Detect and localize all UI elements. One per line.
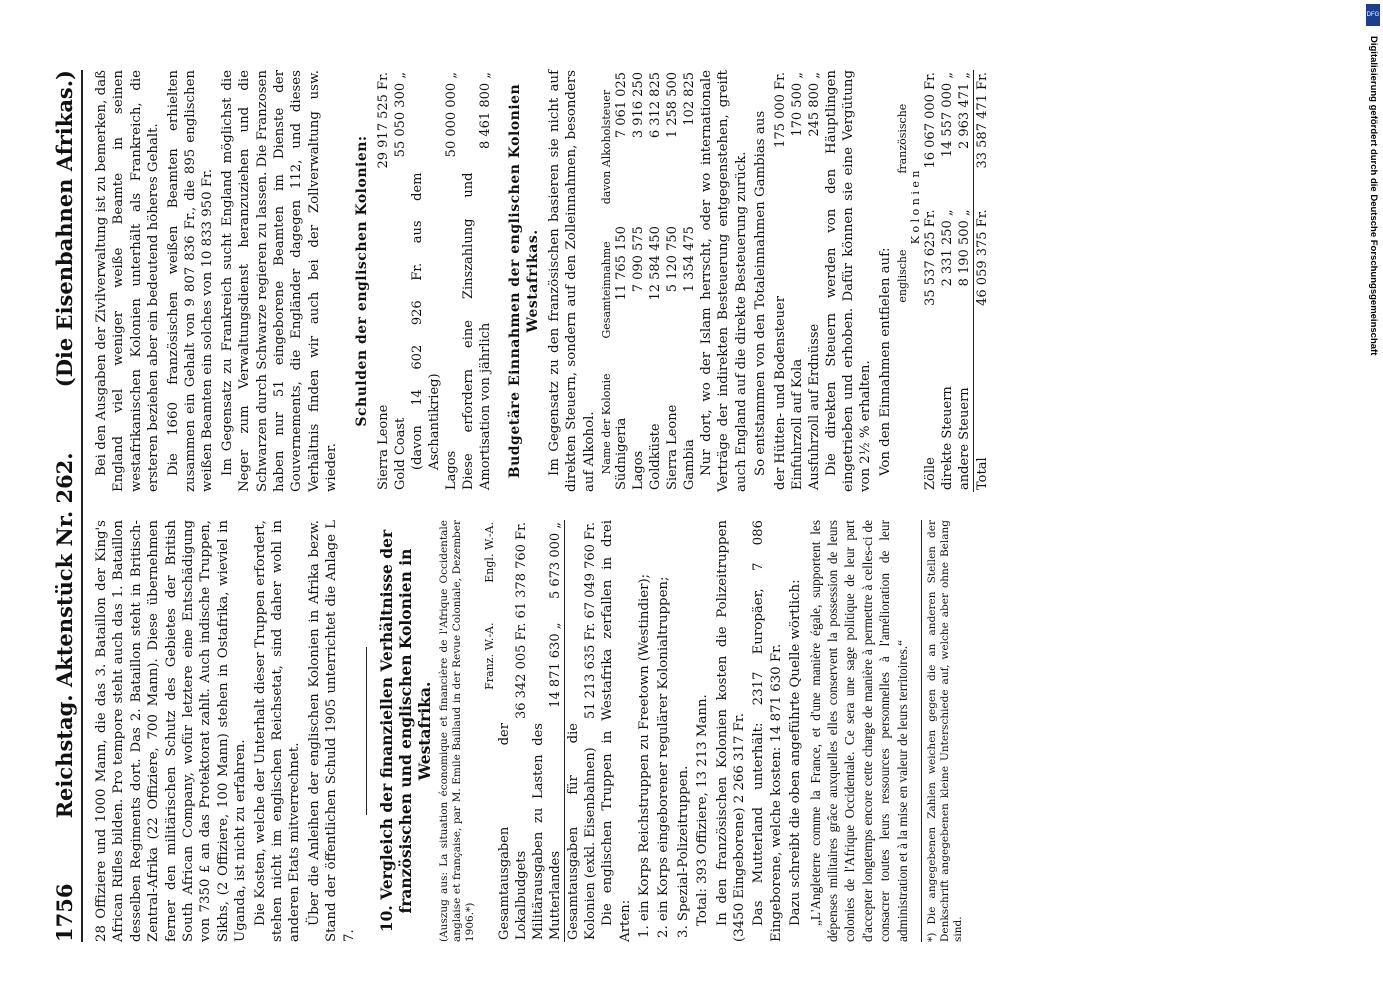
row-label: Diese erfordern eine Zinszahlung und Amortisation von jährlich [460, 172, 493, 490]
column-subheader: K o l o n i e n [909, 170, 923, 245]
paragraph: Die direkten Steuern werden von den Häuptlingen eingetrieben und erhoben. Dafür können sie eine Vergütung von 2½ % erhalten. [823, 70, 874, 492]
paragraph: Total: 393 Offiziere, 13 213 Mann. [695, 694, 711, 926]
table-row [443, 70, 460, 492]
row-label: Lagos [443, 450, 459, 490]
row-label: Sierra Leone [375, 404, 391, 490]
cell: 2 963 471 „ [957, 72, 973, 150]
row-label: Ausfuhrzoll auf Erdnüsse [806, 323, 822, 490]
column-header: Engl. W.-A. [483, 522, 497, 583]
paragraph: So entstammen von den Totaleinnahmen Gambias aus [753, 110, 769, 476]
table-row [460, 70, 494, 492]
table-row [647, 70, 664, 492]
paragraph: Von den Einnahmen entfielen auf: [877, 247, 893, 476]
table-row [530, 520, 565, 942]
cell: 29 917 525 Fr. [375, 72, 391, 169]
column-header: Name der Kolonie [599, 373, 613, 475]
source-note: (Auszug aus: La situation économique et financière de l'Afrique Occidentale anglaise et française, par M. Emile Baillaud in der Revue Coloniale, Dezember 1906.*) [438, 520, 477, 942]
cell: 61 378 760 Fr. [514, 522, 530, 619]
cell: Sierra Leone [664, 404, 680, 490]
right-column [93, 70, 991, 492]
subheading: Budgetäre Einnahmen der englischen Kolonien Westafrikas. [506, 83, 541, 479]
paragraph: Die englischen Truppen in Westafrika zerfallen in drei Arten: [600, 520, 633, 942]
subheading: Schulden der englischen Kolonien: [353, 135, 370, 427]
cell: 67 049 760 Fr. [565, 520, 600, 621]
table-row [613, 70, 630, 492]
row-label: der Hütten- und Bodensteuer [772, 296, 788, 490]
paragraph: Dazu schreibt die oben angeführte Quelle wörtlich: [788, 579, 804, 926]
table-row [392, 70, 409, 492]
column-header: davon Alkoholsteuer [599, 89, 613, 205]
table-row [681, 70, 698, 492]
row-label: Total [974, 345, 992, 492]
paragraph: Nur dort, wo der Islam herrscht, oder wo internationale Verträge der indirekten Besteuerung entgegenstehen, greift auch England auf die direkte Besteuerung zurück. [698, 70, 749, 492]
cell: Südnigeria [613, 417, 629, 490]
left-column [93, 520, 991, 942]
table-row [664, 70, 681, 492]
row-label: Gold Coast [392, 417, 408, 490]
cell: 36 342 005 Fr. [514, 622, 530, 720]
table-row [789, 70, 806, 492]
page-header-title: Reichstag. Aktenstück Nr. 262. [52, 452, 77, 819]
paragraph: Die Kosten, welche der Unterhalt dieser Truppen erfordert, stehen nicht im englischen Reichsetat, sind daher wohl in anderen Etats mitverrechnet. [252, 520, 303, 942]
digitization-note-text: Digitalisierung gefördert durch die Deutsche Forschungsgemeinschaft [1368, 36, 1379, 356]
dfg-logo: DFG [1366, 4, 1380, 26]
cell: 3 916 250 [630, 72, 646, 139]
page-header [52, 70, 83, 942]
paragraph: Das Mutterland unterhält: 2317 Europäer, 7 086 Eingeborene, welche kosten: 14 871 630 Fr. [751, 520, 784, 942]
table-row [630, 70, 647, 492]
cell: 2 331 250 „ [940, 209, 956, 287]
cell: 7 090 575 [630, 226, 646, 293]
table-row [565, 520, 600, 942]
cell: Lagos [630, 450, 646, 490]
table-row [974, 70, 992, 492]
paragraph: 28 Offiziere und 1000 Mann, die das 3. Bataillon der King's African Rifles bilden. Pro tempore steht auch das 1. Bataillon desselben Regiments dort. Das 2. Bataillon steht in Britisch-Zentral-Afrika (22 Offiziere, 700 Mann). Diese übernehmen ferner den militärischen Schutz des Gebietes der British South African Company, wofür letztere eine Entschädigung von 7350 £ an das Protektorat zahlt. Auch indische Truppen, Sikhs, (2 Offiziere, 100 Mann) stehen in Ostafrika, wieviel in Uganda, ist nicht zu erfahren. [94, 520, 249, 942]
revenue-table [600, 70, 698, 492]
list-item: 2. ein Korps eingeborener regulärer Kolonialtruppen; [656, 576, 672, 938]
cell: 8 461 800 „ [477, 72, 493, 150]
table-row [939, 70, 956, 492]
gambia-table [772, 70, 823, 492]
paragraph: Im Gegensatz zu Frankreich sucht England möglichst die Neger zum Verwaltungsdienst heranzuziehen und die Schwarzen durch Schwarze regieren zu lassen. Die Franzosen haben nur 51 eingeborene Beamten im Dienste der Gouvernements, die Engländer dagegen 112, und dieses Verhältnis finden wir auch bei der Zollverwaltung usw. wieder. [219, 70, 340, 492]
cell: 5 120 750 [664, 226, 680, 293]
list-item: 3. Spezial-Polizeitruppen. [675, 765, 691, 938]
income-comparison-table [896, 70, 991, 492]
table-row [922, 70, 939, 492]
cell: 14 557 000 „ [940, 72, 956, 158]
cell: 170 500 „ [789, 72, 805, 137]
row-label: andere Steuern [957, 387, 973, 490]
cell: 245 800 „ [806, 72, 822, 137]
cell: 35 537 625 Fr. [923, 209, 939, 306]
cell: 6 312 825 [647, 72, 663, 139]
paragraph: Bei den Ausgaben der Zivilverwaltung ist zu bemerken, daß England viel weniger weiße Beamte in seinen westafrikanischen Kolonien unterhält als Frankreich, die ersteren beziehen aber ein bedeutend höheres Gehalt. [94, 70, 162, 492]
column-header: Gesamteinnahme [599, 241, 613, 339]
cell: 50 000 000 „ [443, 72, 459, 158]
section-heading: 10. Vergleich der finanziellen Verhältnisse der französischen und englischen Kolonien in Westafrika. [377, 529, 435, 933]
list-item: 1. ein Korps Reichstruppen zu Freetown (Westindier); [636, 573, 652, 938]
row-label: Zölle [923, 457, 939, 490]
cell: 46 059 375 Fr. [974, 207, 992, 344]
cell: 14 871 630 „ [548, 622, 564, 708]
table-row [409, 70, 443, 492]
expense-table [483, 520, 599, 942]
row-label: direkte Steuern [940, 386, 956, 490]
paragraph: Über die Anleihen der englischen Kolonien in Afrika bezw. Stand der öffentlichen Schuld 1905 unterrichtet die Anlage L 7. [306, 520, 357, 942]
row-label: Gesamtausgaben für die Kolonien (exkl. Eisenbahnen) [566, 723, 599, 940]
cell: 102 825 [681, 72, 697, 126]
row-note: (davon 14 602 926 Fr. aus dem Aschantikrieg) [409, 172, 442, 470]
table-row [375, 70, 392, 492]
cell: 16 067 000 Fr. [923, 72, 939, 169]
cell: 1 354 475 [681, 226, 697, 293]
cell: 33 587 471 Fr. [974, 70, 992, 207]
french-quote: „L'Angleterre comme la France, et d'une manière égale, supportent les dépenses militaires grâce auxquelles elles conservent la possession de leurs colonies de l'Afrique Occidentale. Ce sera une sage politique de leur part d'accepter longtemps encore cette charge de manière à permettre à celles-ci de consacrer toutes leurs ressources personnelles à l'amélioration de leur administration et à la mise en valeur de leurs territoires.“ [807, 520, 910, 942]
column-header: englische [896, 249, 910, 303]
cell: 55 050 300 „ [392, 72, 408, 158]
cell: 5 673 000 „ [548, 522, 564, 600]
page-number: 1756 [52, 883, 77, 942]
row-label: Militärausgaben zu Lasten des Mutterlandes [531, 723, 564, 940]
table-row [806, 70, 823, 492]
paragraph: In den französischen Kolonien kosten die Polizeitruppen (3450 Eingeborene) 2 266 317 Fr. [714, 520, 747, 942]
column-header: Franz. W.-A. [483, 622, 497, 690]
separator [366, 647, 367, 816]
table-row [956, 70, 974, 492]
footnote: *) Die angegebenen Zahlen weichen gegen die an anderen Stellen der Denkschrift angegebenen kleine Unterschiede auf, welche aber ohne Belang sind. [921, 520, 965, 942]
table-row [772, 70, 789, 492]
row-label: Einfuhrzoll auf Kola [789, 358, 805, 490]
row-label: Gesamtausgaben der Lokalbudgets [497, 723, 530, 940]
column-header: französische [896, 103, 910, 174]
paragraph: Im Gegensatz zu den französischen basieren sie nicht auf direkten Steuern, sondern auf den Zolleinnahmen, besonders auf Alkohol. [546, 70, 597, 492]
cell: 12 584 450 [647, 226, 663, 301]
cell: Goldküste [647, 423, 663, 490]
paragraph: Die 1660 französischen weißen Beamten erhielten zusammen ein Gehalt von 9 807 836 Fr., die 895 englischen weißen Beamten ein solches von 10 833 950 Fr. [165, 70, 216, 492]
cell: 51 213 635 Fr. [565, 621, 600, 722]
cell: 7 061 025 [613, 72, 629, 139]
cell: 8 190 500 „ [957, 209, 973, 287]
digitization-note [1365, 6, 1379, 706]
table-row [496, 520, 530, 942]
cell: 11 765 150 [613, 226, 629, 301]
cell: 1 258 500 [664, 72, 680, 139]
debt-table [375, 70, 494, 492]
page-header-section: (Die Eisenbahnen Afrikas.) [52, 70, 77, 388]
cell: Gambia [681, 439, 697, 490]
cell: 175 000 Fr. [772, 72, 788, 148]
